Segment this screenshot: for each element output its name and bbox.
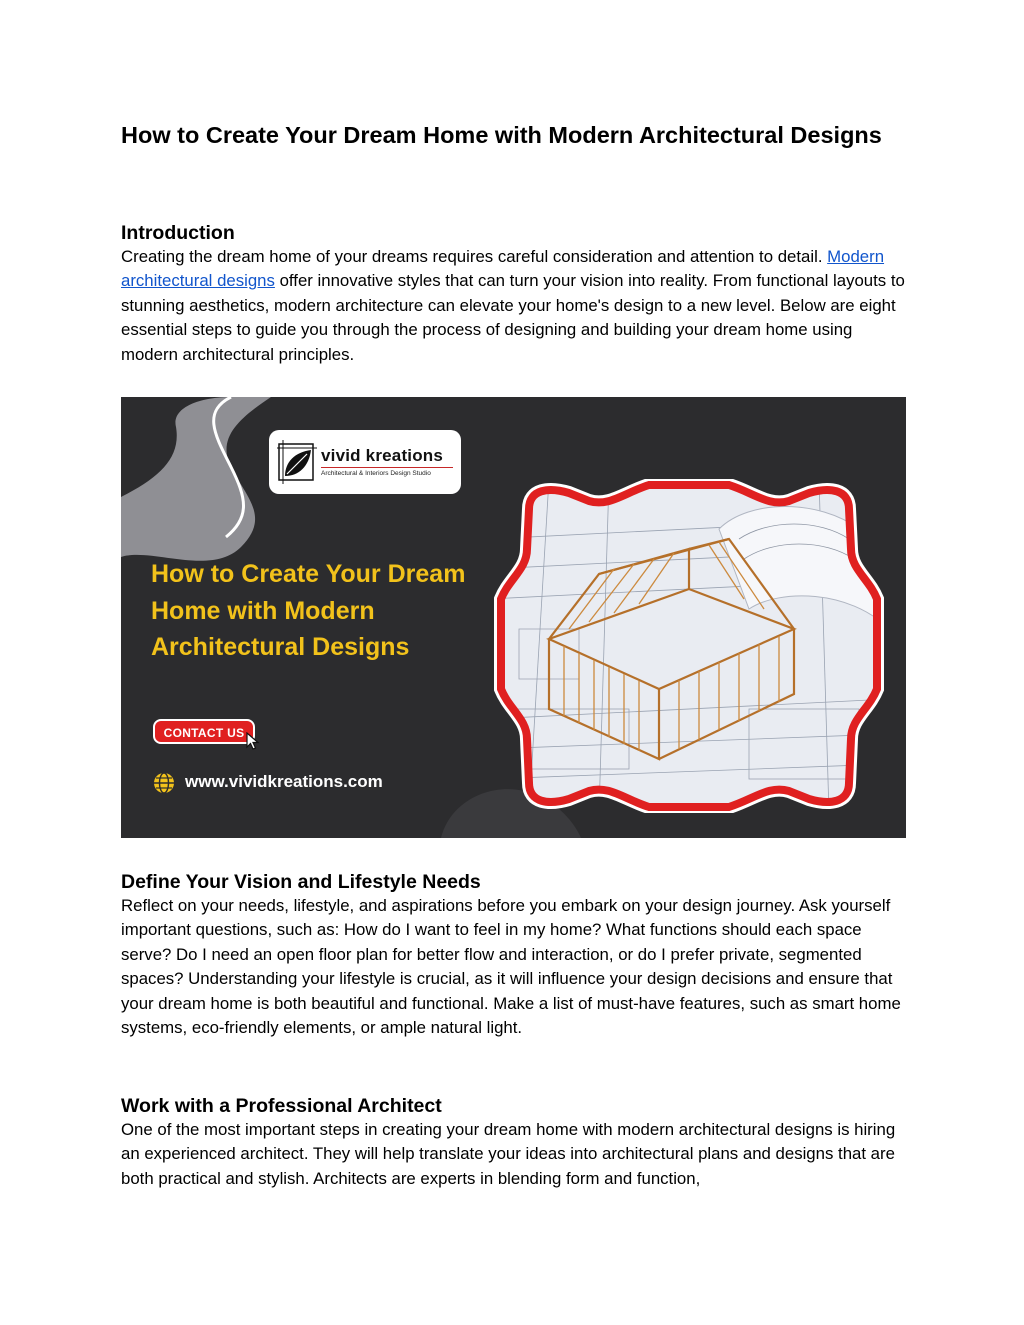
contact-us-button: CONTACT US bbox=[153, 719, 255, 744]
logo-card bbox=[269, 430, 461, 494]
logo-tagline: Architectural & Interiors Design Studio bbox=[321, 470, 431, 477]
section-architect-heading: Work with a Professional Architect bbox=[121, 1095, 442, 1117]
intro-section bbox=[121, 221, 911, 367]
section-vision bbox=[121, 870, 911, 1040]
section-vision-body: Reflect on your needs, lifestyle, and aspirations before you embark on your design journey. Ask yourself important questions, such as: How do I want to feel in my home? What functions should each space serve? Do I need an open floor plan for better flow and interaction, or do I prefer private, segmented spaces? Understanding your lifestyle is crucial, as it will influence your design decisions and ensure that your dream home is both beautiful and functional. Make a list of must-have features, such as smart home systems, eco-friendly elements, or ample natural light. bbox=[121, 896, 901, 1038]
banner-title: How to Create Your Dream Home with Modern Architectural Designs bbox=[151, 560, 466, 661]
globe-icon bbox=[153, 772, 175, 794]
website-url: www.vividkreations.com bbox=[185, 772, 383, 791]
banner-image bbox=[121, 397, 906, 838]
section-architect-body: One of the most important steps in creating your dream home with modern architectural designs is hiring an experienced architect. They will help translate your ideas into architectural plans and designs that are both practical and stylish. Architects are experts in blending form and function, bbox=[121, 1120, 896, 1188]
section-architect bbox=[121, 1094, 911, 1191]
intro-text-start: Creating the dream home of your dreams requires careful consideration and attention to detail. bbox=[121, 247, 828, 266]
logo-name: vivid kreations bbox=[321, 446, 444, 465]
intro-heading: Introduction bbox=[121, 222, 235, 244]
logo-leaf-icon bbox=[277, 440, 317, 484]
section-vision-heading: Define Your Vision and Lifestyle Needs bbox=[121, 871, 481, 893]
page-title: How to Create Your Dream Home with Modern Architectural Designs bbox=[121, 122, 882, 148]
intro-text-end: offer innovative styles that can turn your vision into reality. From functional layouts to stunning aesthetics, modern architecture can elevate your home's design to a new level. Below are eight essential steps to guide you through the process of designing and building your dream home using modern architectural principles. bbox=[121, 271, 905, 364]
modern-architectural-designs-link[interactable]: Modern architectural designs bbox=[121, 247, 885, 291]
blueprint-house-photo bbox=[489, 479, 889, 813]
logo-rule bbox=[321, 467, 453, 468]
intro-paragraph bbox=[121, 245, 911, 367]
cursor-icon bbox=[245, 732, 261, 750]
